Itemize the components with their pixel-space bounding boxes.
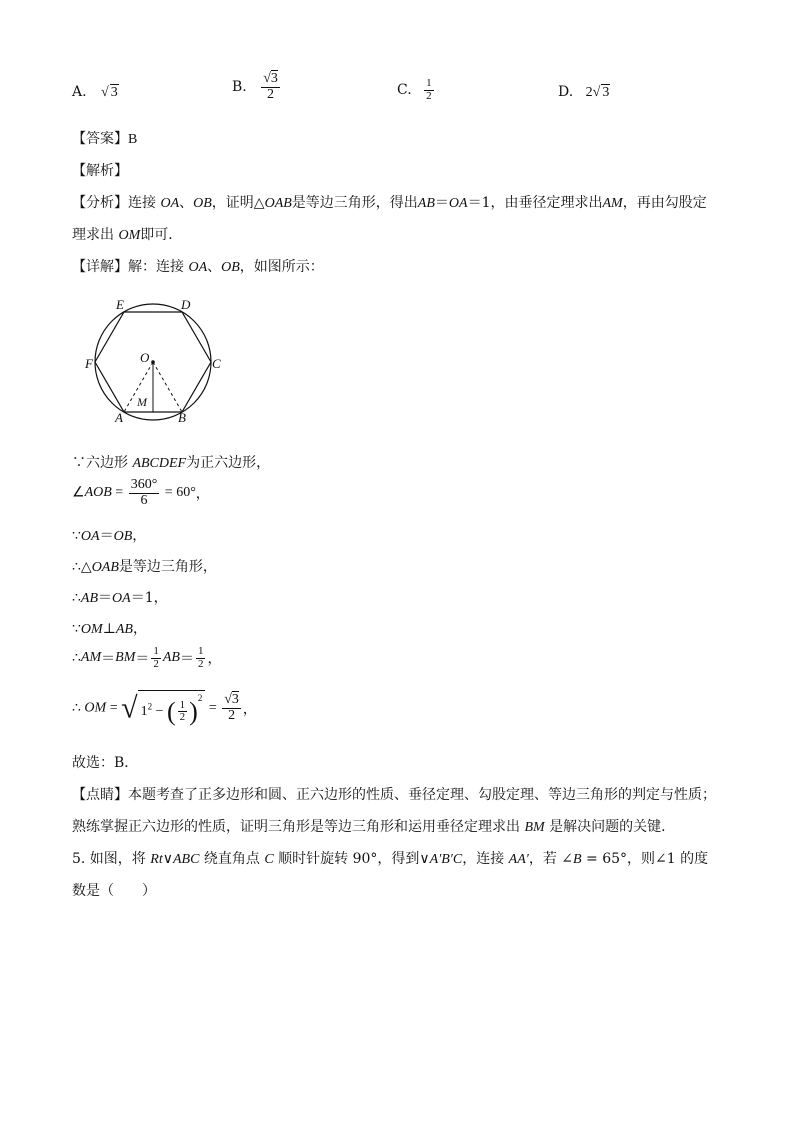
text: 1 [140,704,148,719]
text: 为正六边形， [186,455,271,471]
label-a: A [115,410,123,425]
label-o: O [140,350,150,365]
label-d: D [181,297,191,312]
option-d-value: √ 3 [592,85,610,100]
label-c: C [212,356,221,371]
text: ＝ [101,651,116,668]
text: 2 [197,693,203,703]
step-6 [72,618,147,638]
detail-line [72,256,324,276]
fraction-half [178,700,188,724]
fraction-sqrt3-2: $\frac{√3}{2}$ [224,692,239,723]
text: ∵ [72,621,81,637]
detail-tag: 【详解】 [72,259,128,275]
text: ＝ [98,590,113,606]
text: ，若 ∠ [528,851,574,867]
fraction-half [151,646,161,670]
fenxi-line-2 [72,224,182,244]
step-8 [72,690,257,727]
option-b-letter: B. [232,79,247,96]
text: ， [242,702,257,718]
text: ∠ [72,485,85,501]
text: ，连接 [462,851,509,867]
text: ＝1，由垂径定理求出 [467,195,603,211]
text: ， [132,621,147,637]
text: 、 [207,259,222,275]
fenxi-tag: 【分析】 [72,195,128,211]
math-var: AB [115,622,133,637]
math-var: B [573,852,582,867]
math-var: ABC [172,852,200,867]
text: 理求出 [72,227,119,243]
segment-ob [153,362,182,412]
option-a-letter: A. [72,84,87,100]
text: 2 [147,701,153,712]
text: ＝ [434,195,449,211]
text: 连接 [128,195,161,211]
q5-line-2: 数是（ ） [72,883,156,899]
step-2 [72,478,210,508]
math-var: OM [118,228,141,243]
math-var: ABCDEF [132,456,187,471]
text: = [106,700,122,716]
text: ∵ [72,528,81,544]
option-c-letter: C. [397,82,412,99]
math-var: C [264,852,274,867]
option-c-num: 1 [426,77,432,89]
step-7 [72,646,221,670]
text: ∴ [72,650,81,667]
paren-left: ( [166,696,176,726]
text: 是等边三角形， [118,559,217,575]
math-var: OA [80,529,100,544]
fraction-den: 6 [140,492,148,508]
math-var: OB [113,529,133,544]
text: − [152,704,167,719]
answer-line [72,128,137,148]
text: ∴△ [72,559,92,575]
q5-line-1 [72,848,708,868]
text: ∨ [162,852,173,867]
text: ，再由勾股定 [622,195,707,211]
fraction-den: 2 [228,707,236,723]
math-var: AB [80,591,99,606]
math-var: OM [84,700,107,716]
option-c-den: 2 [426,89,432,102]
math-var: BM [115,650,136,666]
text: ＝ [179,651,194,668]
step-1 [72,452,270,472]
option-c [397,78,436,102]
text: ∴ [72,590,81,606]
option-a [72,84,119,101]
option-b-value: $\frac{√3}{2}$ [263,71,278,102]
math-var: OAB [91,560,119,575]
option-c-value [424,78,434,102]
text: ， [195,487,210,503]
fraction-360-6 [129,478,160,508]
center-point [151,360,155,364]
option-b-radicand: 3 [270,71,278,86]
option-d [558,84,610,101]
text: ， [207,651,222,668]
answer-value: B [128,132,138,147]
text: ∨ [419,852,430,867]
text: 5. 如图，将 [72,851,151,867]
option-d-coef: 2 [585,85,593,100]
text: 、 [179,195,194,211]
text: 绕直角点 [199,851,265,867]
math-var: AB [417,196,435,211]
step-4 [72,556,217,576]
text: ∵六边形 [72,455,133,471]
text: ＝ [135,651,150,668]
answer-tag: 【答案】 [72,131,128,147]
text: ∴ [72,700,85,716]
text: 顺时针旋转 90°，得到 [273,851,420,867]
paren-right: ) [189,696,198,726]
text: = [111,485,127,501]
math-var: OA [188,260,208,275]
fenxi-line-1 [72,192,707,212]
label-m: M [137,395,147,409]
text: ，证明△ [211,195,265,211]
text: ，如图所示： [239,259,324,275]
text: 解：连接 [128,259,189,275]
math-var: OB [193,196,212,211]
text: = [205,700,221,716]
hexagon-figure [80,290,240,430]
fraction-den: 2 [197,657,204,670]
math-var: OA [160,196,180,211]
fraction-num: 1 [197,645,204,657]
text: = 60° [161,485,196,501]
text: 是解决问题的关键． [544,819,676,835]
option-a-radicand: 3 [110,85,118,100]
radicand [138,690,206,727]
text: 是等边三角形，得出 [291,195,418,211]
dianjing-line-2 [72,816,675,836]
fraction-den: 2 [153,657,159,670]
fraction-num: 3 [231,692,239,708]
label-f: F [85,356,93,371]
math-var: AA′ [508,852,529,867]
math-var: BM [524,820,545,835]
option-b [232,72,282,102]
math-var: AB [162,650,180,666]
sqrt-expression [121,690,205,727]
fraction-den: 2 [179,711,186,724]
text: 熟练掌握正六边形的性质，证明三角形是等边三角形和运用垂径定理求出 [72,819,525,835]
math-var: A′B′C [429,852,463,867]
math-var: OAB [264,196,292,211]
dianjing-tag: 【点睛】 [72,787,128,803]
text: 即可． [140,227,183,243]
math-var: OA [112,591,131,606]
text: = 65°，则∠1 的度 [581,851,709,867]
step-3 [72,525,146,545]
step-5 [72,587,168,607]
choose-line: 故选：B． [72,755,139,771]
option-b-den: 2 [267,86,275,102]
text: ， [132,528,147,544]
fraction-half-result [196,646,206,670]
math-var: OA [448,196,468,211]
math-var: Rt [150,852,163,867]
text: ＝ [99,528,114,544]
label-b: B [178,410,186,425]
analysis-tag: 【解析】 [72,163,128,179]
math-var: OB [221,260,240,275]
fraction-num: 1 [153,645,159,657]
text: ⊥ [102,621,116,637]
option-a-value: √ 3 [101,85,118,100]
text: ＝1， [130,590,168,606]
radical-sign: √ [121,691,138,725]
math-var: AOB [84,485,112,501]
dianjing-line-1 [72,784,716,804]
text: 本题考查了正多边形和圆、正六边形的性质、垂径定理、勾股定理、等边三角形的判定与性质； [128,787,716,803]
option-d-letter: D. [558,84,574,100]
label-e: E [116,297,124,312]
math-var: OM [80,622,103,637]
math-var: AM [80,650,102,666]
math-var: AM [602,196,623,211]
fraction-num: 1 [179,698,186,711]
fraction-num: 360° [130,477,158,492]
option-d-radicand: 3 [602,85,610,100]
